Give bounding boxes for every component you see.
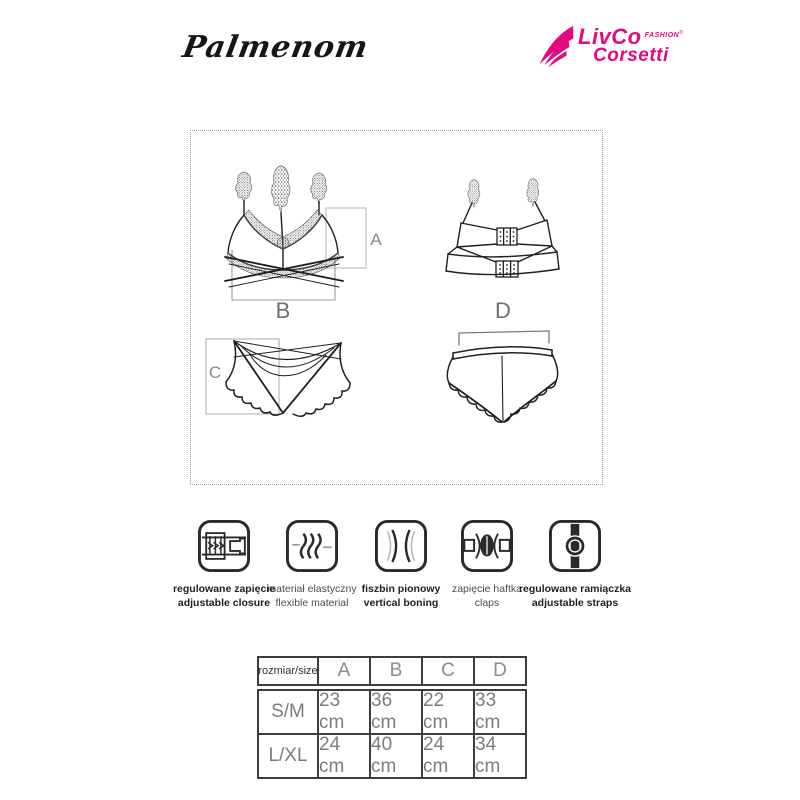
value-cell: 36 cm [369,691,421,733]
size-table-row-sm [259,691,525,733]
size-table-header-row [257,656,527,686]
adjustable-closure-icon [197,519,251,578]
size-cell: L/XL [268,745,308,766]
feature-label-pl: fiszbin pionowy [361,583,441,595]
feature-label-en: adjustable straps [531,596,619,609]
value-cell: 22 cm [421,691,473,733]
measurement-label-c: C [208,363,222,382]
logo-registered-mark: ® [679,30,683,36]
flexible-material-icon [285,519,339,578]
feature-label-en: flexible material [275,596,349,609]
adjustable-straps-icon [548,519,602,578]
garment-diagrams [191,131,602,484]
measurement-label-b: B [275,298,291,323]
value-cell: 24 cm [421,735,473,777]
logo-corsetti: Corsetti [593,45,669,66]
feature-label-en: adjustable closure [177,596,271,609]
size-table-row-lxl [259,733,525,777]
vertical-boning-icon [374,519,428,578]
measurement-label-d: D [495,298,511,323]
livco-wing-icon [536,26,576,70]
value-cell: 34 cm [473,735,525,777]
brand-logo [536,26,683,70]
feature-adjustable-straps [510,519,640,610]
value-cell: 40 cm [369,735,421,777]
logo-livco: LivCo [578,24,642,49]
feature-label-en: vertical boning [363,596,439,609]
size-table [257,656,527,779]
logo-fashion: FASHION [644,32,680,39]
feature-label-pl: zapięcie haftka [451,583,523,595]
size-table-header-size: rozmiar/size [258,665,318,677]
logo-text [578,26,683,65]
size-table-header-b: B [369,658,421,684]
feature-label-pl: regulowane ramiączka [518,583,632,595]
measurement-label-a: A [370,230,382,249]
feature-label-en: claps [474,596,500,609]
size-table-header-c: C [421,658,473,684]
size-table-header-d: D [473,658,525,684]
value-cell: 33 cm [473,691,525,733]
product-name: Palmenom [179,30,372,65]
feature-label-pl: materiał elastyczny [267,583,357,595]
clasp-icon [460,519,514,578]
size-cell: S/M [271,701,305,722]
size-table-header-a: A [317,658,369,684]
value-cell: 23 cm [317,691,369,733]
size-diagram-panel [190,130,603,485]
size-table-body [257,689,527,779]
feature-label-pl: regulowane zapięcie [172,583,276,595]
value-cell: 24 cm [317,735,369,777]
